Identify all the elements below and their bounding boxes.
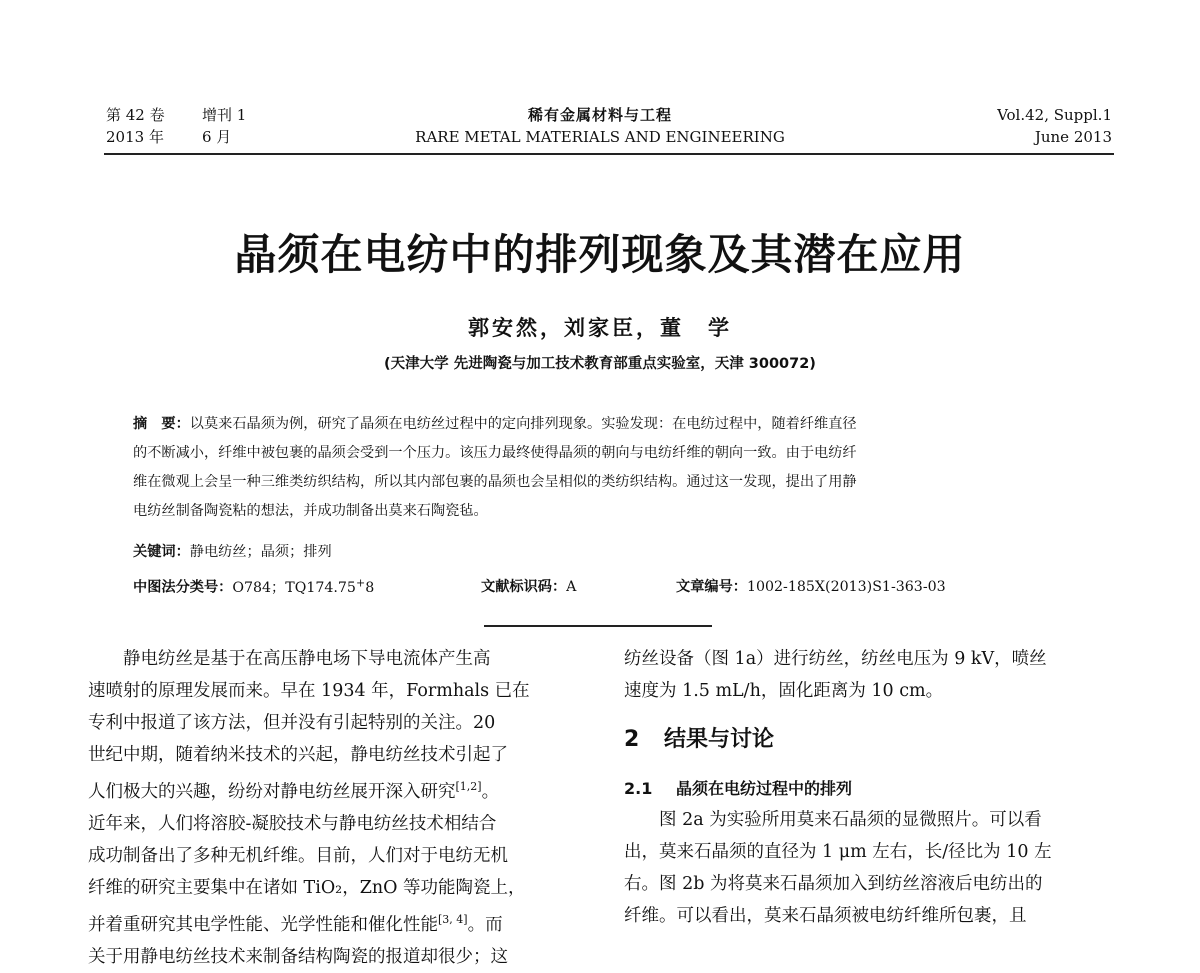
body-line: 世纪中期，随着纳米技术的兴起，静电纺丝技术引起了 (88, 745, 508, 765)
year-cn: 2013 年 (106, 128, 164, 146)
body-line: 图 2a 为实验所用莫来石晶须的显微照片。可以看 (624, 810, 1042, 830)
body-line: 关于用静电纺丝技术来制备结构陶瓷的报道却很少；这 (88, 946, 508, 967)
body-line: 专利中报道了该方法，但并没有引起特别的关注。20 (88, 713, 496, 733)
body-line: 出，莫来石晶须的直径为 1 μm 左右，长/径比为 10 左 (624, 842, 1052, 862)
abstract-line: 以莫来石晶须为例，研究了晶须在电纺丝过程中的定向排列现象。实验发现：在电纺过程中，随着纤维直径 (189, 416, 857, 432)
affiliation: (天津大学 先进陶瓷与加工技术教育部重点实验室，天津 300072) (384, 356, 816, 372)
abstract (133, 410, 1078, 526)
header-rule (104, 153, 1114, 155)
body-line: 纤维的研究主要集中在诸如 TiO₂，ZnO 等功能陶瓷上， (88, 877, 526, 898)
body-line: 成功制备出了多种无机纤维。目前，人们对于电纺无机 (88, 845, 508, 866)
body-line-citation (88, 771, 578, 808)
clc-value-sup: + (355, 576, 366, 589)
body-line: 纤维。可以看出，莫来石晶须被电纺纤维所包裹，且 (624, 906, 1027, 926)
abstract-rule (484, 625, 712, 627)
keywords-value: 静电纺丝；晶须；排列 (189, 544, 332, 560)
abstract-line: 电纺丝制备陶瓷粘的想法，并成功制备出莫来石陶瓷毡。 (133, 503, 488, 519)
section-heading (624, 722, 774, 753)
volume-cn: 第 42 卷 (106, 106, 165, 124)
subsection-number: 2.1 (624, 779, 653, 798)
paper-title: 晶须在电纺中的排列现象及其潜在应用 (234, 230, 966, 279)
body-line-citation (88, 904, 578, 941)
body-left-column (88, 643, 578, 973)
doc-code-value: A (566, 579, 577, 595)
keywords (133, 541, 332, 561)
citation-ref: [3, 4] (438, 912, 468, 926)
body-line: 纺丝设备（图 1a）进行纺丝，纺丝电压为 9 kV，喷丝 (624, 649, 1047, 669)
volume-en: Vol.42, Suppl.1 (997, 106, 1112, 124)
body-text: 人们极大的兴趣，纷纷对静电纺丝展开深入研究 (88, 781, 456, 802)
body-right-column (624, 804, 1116, 932)
author-list: 郭安然，刘家臣，董 学 (468, 315, 732, 340)
subsection-heading (624, 776, 852, 799)
body-line: 静电纺丝是基于在高压静电场下导电流体产生高 (88, 649, 491, 669)
citation-ref: [1,2] (455, 780, 482, 793)
body-line: 右。图 2b 为将莫来石晶须加入到纺丝溶液后电纺出的 (624, 874, 1043, 894)
body-right-column-top (624, 643, 1116, 707)
abstract-line: 的不断减小，纤维中被包裹的晶须会受到一个压力。该压力最终使得晶须的朝向与电纺纤维的朝向一致。由于电纺纤 (133, 445, 857, 461)
body-text: 。 (481, 781, 500, 802)
classification-meta (133, 576, 946, 597)
body-text: 。而 (467, 914, 503, 935)
issue-cn: 增刊 1 (202, 106, 247, 124)
body-line: 速喷射的原理发展而来。早在 1934 年，Formhals 已在 (88, 681, 530, 701)
body-text: 并着重研究其电学性能、光学性能和催化性能 (88, 914, 438, 935)
journal-name-en: RARE METAL MATERIALS AND ENGINEERING (415, 128, 785, 146)
keywords-label: 关键词： (133, 544, 190, 560)
subsection-title: 晶须在电纺过程中的排列 (676, 779, 853, 798)
article-id-label: 文章编号： (676, 579, 747, 595)
doc-code-label: 文献标识码： (481, 579, 567, 595)
abstract-line: 维在微观上会呈一种三维类纺织结构，所以其内部包裹的晶须也会呈相似的类纺织结构。通过这一发现，提出了用静 (133, 474, 857, 490)
article-id-value: 1002-185X(2013)S1-363-03 (746, 579, 946, 595)
month-cn: 6 月 (202, 128, 232, 146)
clc-value-main: O784；TQ174.75 (232, 579, 356, 596)
clc-label: 中图法分类号： (133, 579, 233, 596)
running-header-right (997, 104, 1112, 148)
abstract-label: 摘 要： (133, 416, 190, 432)
body-line: 速度为 1.5 mL/h，固化距离为 10 cm。 (624, 681, 944, 701)
clc-value-tail: 8 (365, 579, 375, 596)
body-line: 近年来，人们将溶胶-凝胶技术与静电纺丝技术相结合 (88, 813, 497, 834)
section-number: 2 (624, 727, 640, 752)
clc-value (232, 576, 375, 596)
date-en: June 2013 (1034, 128, 1112, 146)
section-title: 结果与讨论 (664, 727, 775, 752)
journal-name-cn: 稀有金属材料与工程 (527, 106, 672, 124)
